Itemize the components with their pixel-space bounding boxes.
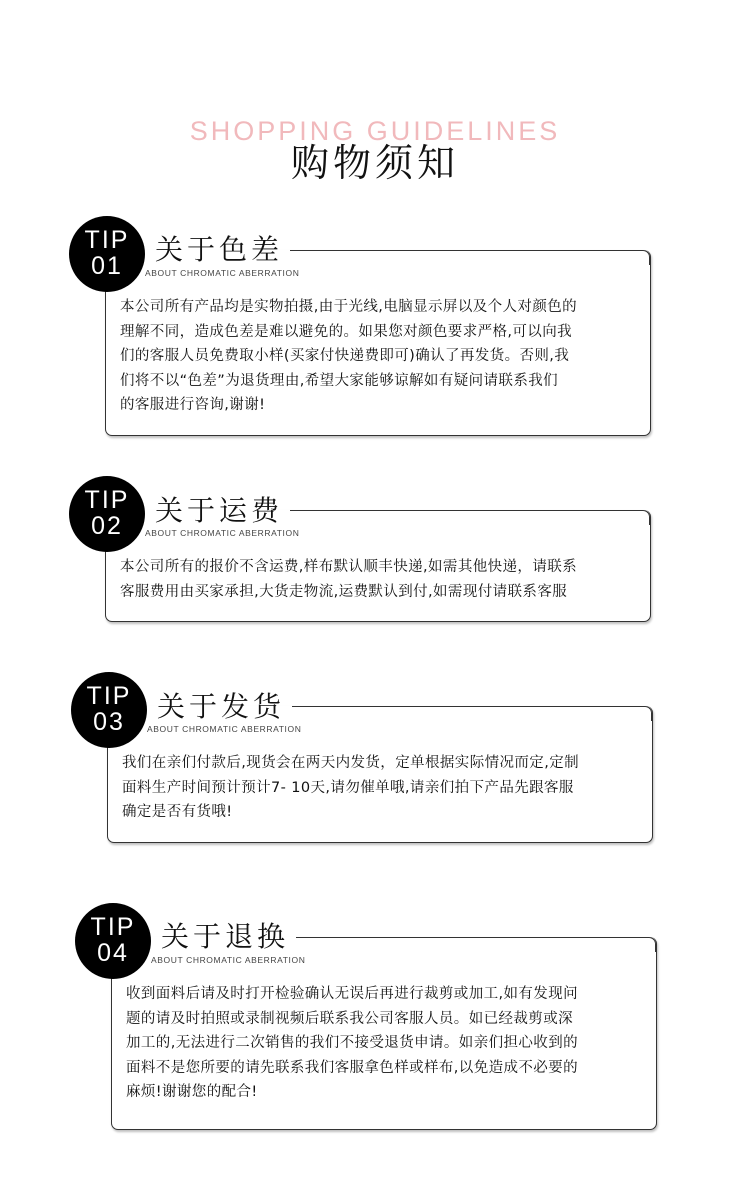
tip-subtitle: ABOUT CHROMATIC ABERRATION [151,955,306,965]
tip-badge-label: TIP [86,682,132,710]
tip-subtitle: ABOUT CHROMATIC ABERRATION [147,724,302,734]
tip-badge [69,216,145,292]
tip-body-line: 本公司所有产品均是实物拍摄,由于光线,电脑显示屏以及个人对颜色的 [120,299,578,315]
tip-body-line: 们将不以“色差”为退货理由,希望大家能够谅解如有疑问请联系我们 [120,372,559,389]
tip-body [122,751,647,825]
page-header [0,0,750,200]
tip-title: 关于发货 [157,690,286,723]
tip-subtitle: ABOUT CHROMATIC ABERRATION [145,268,300,278]
tip-body-line: 收到面料后请及时打开检验确认无误后再进行裁剪或加工,如有发现问 [126,986,579,1002]
tip-badge-number: 03 [93,708,125,736]
tip-body-line: 们的客服人员免费取小样(买家付快递费即可)确认了再发货。否则,我 [120,348,570,364]
tip-subtitle: ABOUT CHROMATIC ABERRATION [145,528,300,538]
tip-body-line: 的客服进行咨询,谢谢! [120,397,266,413]
tip-badge-label: TIP [90,913,136,941]
tip-body-line: 客服费用由买家承担,大货走物流,运费默认到付,如需现付请联系客服 [120,583,568,600]
tip-body-line: 确定是否有货哦! [122,804,233,820]
tip-body-line: 面料生产时间预计预计7- 10天,请勿催单哦,请亲们拍下产品先跟客服 [122,779,574,796]
header-title-en: SHOPPING GUIDELINES [189,116,561,146]
tip-body [120,555,645,604]
tip-title: 关于色差 [155,233,284,266]
tip-body-line: 理解不同，造成色差是难以避免的。如果您对颜色要求严格,可以向我 [120,323,573,340]
tip-badge-label: TIP [84,226,130,254]
tip-badge [75,903,151,979]
tip-body-line: 题的请及时拍照或录制视频后联系我公司客服人员。如已经裁剪或深 [126,1010,573,1027]
tip-body-line: 我们在亲们付款后,现货会在两天内发货，定单根据实际情况而定,定制 [122,755,580,771]
tip-badge-number: 02 [91,512,123,540]
tip-title: 关于运费 [155,494,284,527]
tip-body [120,295,645,418]
tip-badge [71,672,147,748]
tip-body [126,982,651,1105]
tip-title: 关于退换 [161,920,290,953]
tip-body-line: 本公司所有的报价不含运费,样布默认顺丰快递,如需其他快递，请联系 [120,559,578,575]
tip-badge-label: TIP [84,486,130,514]
tip-badge [69,476,145,552]
tip-badge-number: 01 [91,252,123,280]
tip-body-line: 麻烦!谢谢您的配合! [126,1084,258,1100]
tip-badge-number: 04 [97,939,129,967]
header-title-zh: 购物须知 [290,141,459,185]
tip-body-line: 面料不是您所要的请先联系我们客服拿色样或样布,以免造成不必要的 [126,1059,579,1076]
tip-body-line: 加工的,无法进行二次销售的我们不接受退货申请。如亲们担心收到的 [126,1035,579,1051]
